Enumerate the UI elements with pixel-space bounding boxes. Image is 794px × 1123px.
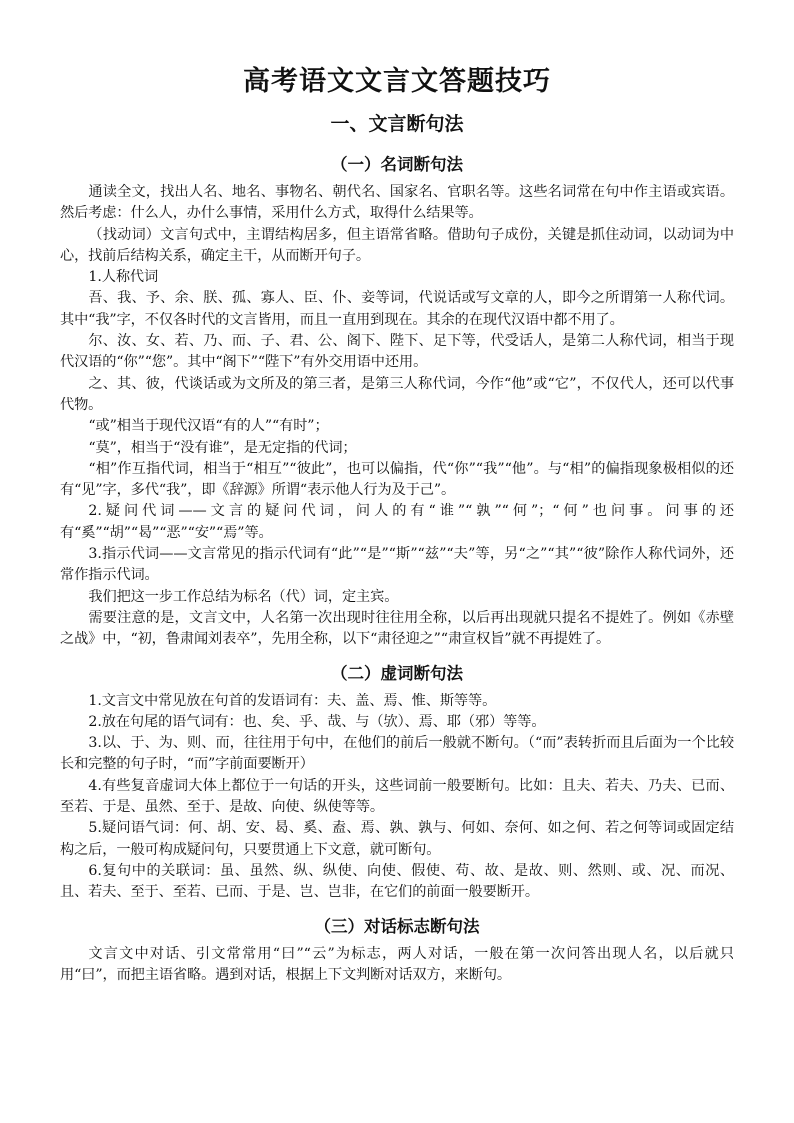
list-item-heading: 1.人称代词 [88, 269, 159, 286]
list-item: 2.放在句尾的语气词有：也、矣、乎、哉、与（欤）、焉、耶（邪）等等。 [88, 713, 546, 730]
paragraph: “或”相当于现代汉语“有的人”“有时”； [88, 418, 329, 435]
subsection-body-3 [60, 944, 734, 987]
paragraph: “相”作互指代词，相当于“相互”“彼此”，也可以偏指，代“你”“我”“他”。与“相”的偏指现象极相似的还有“见”字，多代“我”，即《辞源》所谓“表示他人行为及于己”。 [60, 460, 734, 499]
paragraph: 通读全文，找出人名、地名、事物名、朝代名、国家名、官职名等。这些名词常在句中作主语或宾语。然后考虑：什么人，办什么事情，采用什么方式，取得什么结果等。 [60, 184, 734, 222]
paragraph: 之、其、彼，代谈话或为文所及的第三者，是第三人称代词，今作“他”或“它”，不仅代人，还可以代事代物。 [60, 375, 734, 413]
list-item: 6.复句中的关联词：虽、虽然、纵、纵使、向使、假使、苟、故、是故、则、然则、或、况、而况、且、若夫、至于、至若、已而、于是、岂、岂非，在它们的前面一般要断开。 [60, 862, 734, 901]
paragraph: 吾、我、予、余、朕、孤、寡人、臣、仆、妾等词，代说话或写文章的人，即今之所谓第一人称代词。其中“我”字，不仅各时代的文言皆用，而且一直用到现在。其余的在现代汉语中都不用了。 [60, 290, 734, 328]
subsection-body-1 [60, 182, 734, 651]
subsection-heading-2: （二）虚词断句法 [331, 663, 463, 683]
paragraph: 2.疑问代词——文言的疑问代词，问人的有“谁”“孰”“何”；“何”也问事。问事的还有“奚”“胡”“曷”“恶”“安”“焉”等。 [60, 503, 734, 541]
subsection-body-2 [60, 691, 734, 904]
subsection-heading-3: （三）对话标志断句法 [314, 916, 480, 936]
list-item: 3.以、于、为、则、而，往往用于句中，在他们的前后一般就不断句。（“而”表转折而且后面为一个比较长和完整的句子时，“而”字前面要断开） [60, 735, 734, 773]
paragraph: 3.指示代词——文言常见的指示代词有“此”“是”“斯”“兹”“夫”等，另“之”“其”“彼”除作人称代词外，还常作指示代词。 [60, 546, 734, 584]
document-page [60, 58, 734, 986]
list-item: 4.有些复音虚词大体上都位于一句话的开头，这些词前一般要断句。比如：且夫、若夫、乃夫、已而、至若、于是、虽然、至于、是故、向使、纵使等等。 [60, 777, 734, 816]
document-title: 高考语文文言文答题技巧 [243, 66, 551, 97]
paragraph: 尔、汝、女、若、乃、而、子、君、公、阁下、陛下、足下等，代受话人，是第二人称代词，相当于现代汉语的“你”“您”。其中“阁下”“陛下”有外交用语中还用。 [60, 333, 734, 371]
subsection-heading-1: （一）名词断句法 [331, 155, 463, 174]
paragraph: 文言文中对话、引文常常用“曰”“云”为标志，两人对话，一般在第一次问答出现人名，以后就只用“曰”，而把主语省略。遇到对话，根据上下文判断对话双方，来断句。 [60, 945, 734, 983]
paragraph: “莫”，相当于“没有谁”，是无定指的代词； [88, 439, 357, 456]
paragraph: （找动词）文言句式中，主谓结构居多，但主语常省略。借助句子成份，关键是抓住动词，以动词为中心，找前后结构关系，确定主干，从而断开句子。 [60, 226, 734, 264]
section-heading-1: 一、文言断句法 [330, 113, 464, 135]
list-item: 1.文言文中常见放在句首的发语词有：夫、盖、焉、惟、斯等等。 [88, 692, 497, 709]
list-item: 5.疑问语气词：何、胡、安、曷、奚、盍、焉、孰、孰与、何如、奈何、如之何、若之何等词或固定结构之后，一般可构成疑问句，只要贯通上下文意，就可断句。 [60, 820, 734, 858]
paragraph: 我们把这一步工作总结为标名（代）词，定主宾。 [88, 588, 399, 605]
paragraph: 需要注意的是，文言文中，人名第一次出现时往往用全称，以后再出现就只提名不提姓了。例如《赤壁之战》中，“初，鲁肃闻刘表卒”，先用全称，以下“肃径迎之”“肃宣权旨”就不再提姓了。 [60, 609, 734, 648]
